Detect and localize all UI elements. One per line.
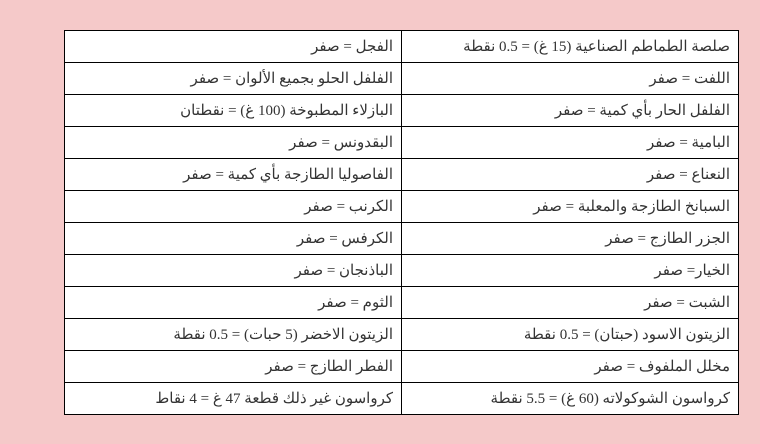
table-row	[65, 127, 739, 159]
table-row	[65, 159, 739, 191]
table-row	[65, 383, 739, 415]
table-cell: كرواسون الشوكولاته (60 غ) = 5.5 نقطة	[402, 383, 739, 415]
table-cell: كرواسون غير ذلك قطعة 47 غ = 4 نقاط	[65, 383, 402, 415]
table-cell: الكرنب = صفر	[65, 191, 402, 223]
table-row	[65, 31, 739, 63]
table-cell: الثوم = صفر	[65, 287, 402, 319]
food-points-table	[64, 30, 739, 415]
table-cell: صلصة الطماطم الصناعية (15 غ) = 0.5 نقطة	[402, 31, 739, 63]
food-points-table-container	[64, 30, 730, 407]
table-row	[65, 287, 739, 319]
table-row	[65, 255, 739, 287]
table-cell: البقدونس = صفر	[65, 127, 402, 159]
table-cell: الخيار= صفر	[402, 255, 739, 287]
table-cell: الكرفس = صفر	[65, 223, 402, 255]
table-cell: الشبت = صفر	[402, 287, 739, 319]
table-cell: مخلل الملفوف = صفر	[402, 351, 739, 383]
table-cell: الجزر الطازج = صفر	[402, 223, 739, 255]
table-row	[65, 223, 739, 255]
table-cell: الفجل = صفر	[65, 31, 402, 63]
table-cell: الفلفل الحار بأي كمية = صفر	[402, 95, 739, 127]
table-cell: اللفت = صفر	[402, 63, 739, 95]
table-row	[65, 351, 739, 383]
table-row	[65, 95, 739, 127]
table-cell: الفاصوليا الطازجة بأي كمية = صفر	[65, 159, 402, 191]
table-cell: البازلاء المطبوخة (100 غ) = نقطتان	[65, 95, 402, 127]
table-row	[65, 319, 739, 351]
table-cell: الفطر الطازج = صفر	[65, 351, 402, 383]
table-row	[65, 63, 739, 95]
table-cell: البامية = صفر	[402, 127, 739, 159]
table-row	[65, 191, 739, 223]
table-body	[65, 31, 739, 415]
table-cell: النعناع = صفر	[402, 159, 739, 191]
table-cell: الفلفل الحلو بجميع الألوان = صفر	[65, 63, 402, 95]
table-cell: الباذنجان = صفر	[65, 255, 402, 287]
table-cell: الزيتون الاخضر (5 حبات) = 0.5 نقطة	[65, 319, 402, 351]
table-cell: السبانخ الطازجة والمعلبة = صفر	[402, 191, 739, 223]
table-cell: الزيتون الاسود (حبتان) = 0.5 نقطة	[402, 319, 739, 351]
